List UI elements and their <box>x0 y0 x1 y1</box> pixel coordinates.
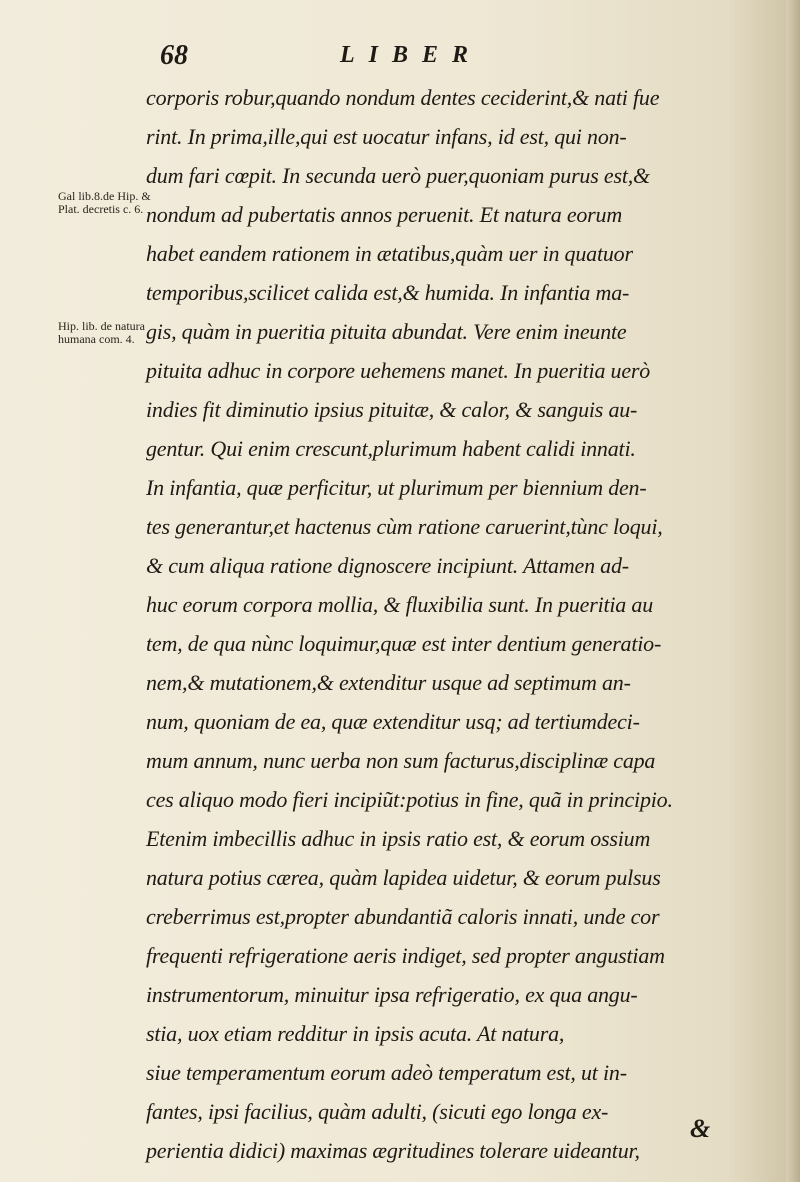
page-header <box>160 40 620 80</box>
text-line: Etenim imbecillis adhuc in ipsis ratio est, & eorum ossium <box>146 826 651 851</box>
text-line: gis, quàm in pueritia pituita abundat. Vere enim ineunte <box>146 319 627 344</box>
running-title: LIBER <box>340 42 483 68</box>
text-line: temporibus,scilicet calida est,& humida. In infantia ma- <box>146 280 630 305</box>
text-line: tem, de qua nùnc loquimur,quæ est inter dentium generatio- <box>146 631 662 656</box>
text-line: perientia didici) maximas ægritudines tolerare uideantur, <box>146 1138 640 1163</box>
text-line: & cum aliqua ratione dignoscere incipiunt. Attamen ad- <box>146 553 629 578</box>
text-line: siue temperamentum eorum adeò temperatum est, ut in- <box>146 1060 627 1085</box>
body-text <box>146 78 776 1170</box>
text-line: natura potius cærea, quàm lapidea uidetur, & eorum pulsus <box>146 865 661 890</box>
text-line: habet eandem rationem in ætatibus,quàm uer in quatuor <box>146 241 633 266</box>
text-line: In infantia, quæ perficitur, ut plurimum per biennium den- <box>146 475 647 500</box>
catchword: & <box>690 1114 711 1143</box>
margin-note-galen: Gal lib.8.de Hip. & Plat. decretis c. 6. <box>58 189 151 216</box>
text-line: corporis robur,quando nondum dentes ceciderint,& nati fue <box>146 85 660 110</box>
text-line: stia, uox etiam redditur in ipsis acuta. At natura, <box>146 1021 565 1046</box>
text-line: frequenti refrigeratione aeris indiget, sed propter angustiam <box>146 943 665 968</box>
text-line: dum fari cœpit. In secunda uerò puer,quoniam purus est,& <box>146 163 650 188</box>
text-line: huc eorum corpora mollia, & fluxibilia sunt. In pueritia au <box>146 592 654 617</box>
folio-number: 68 <box>160 40 188 71</box>
margin-note-hippocrates: Hip. lib. de natura humana com. 4. <box>58 319 145 346</box>
text-line: nem,& mutationem,& extenditur usque ad septimum an- <box>146 670 631 695</box>
page-edge <box>786 0 800 1182</box>
text-line: rint. In prima,ille,qui est uocatur infans, id est, qui non- <box>146 124 627 149</box>
text-line: fantes, ipsi facilius, quàm adulti, (sicuti ego longa ex- <box>146 1099 609 1124</box>
text-line: indies fit diminutio ipsius pituitæ, & calor, & sanguis au- <box>146 397 638 422</box>
text-line: tes generantur,et hactenus cùm ratione caruerint,tùnc loqui, <box>146 514 663 539</box>
text-line: ces aliquo modo fieri incipiũt:potius in fine, quã in principio. <box>146 787 673 812</box>
text-line: num, quoniam de ea, quæ extenditur usq; ad tertiumdeci- <box>146 709 640 734</box>
text-line: pituita adhuc in corpore uehemens manet. In pueritia uerò <box>146 358 651 383</box>
text-line: creberrimus est,propter abundantiã caloris innati, unde cor <box>146 904 660 929</box>
text-line: instrumentorum, minuitur ipsa refrigeratio, ex qua angu- <box>146 982 638 1007</box>
text-line: nondum ad pubertatis annos peruenit. Et natura eorum <box>146 202 623 227</box>
text-line: mum annum, nunc uerba non sum facturus,disciplinæ capa <box>146 748 656 773</box>
text-line: gentur. Qui enim crescunt,plurimum habent calidi innati. <box>146 436 636 461</box>
